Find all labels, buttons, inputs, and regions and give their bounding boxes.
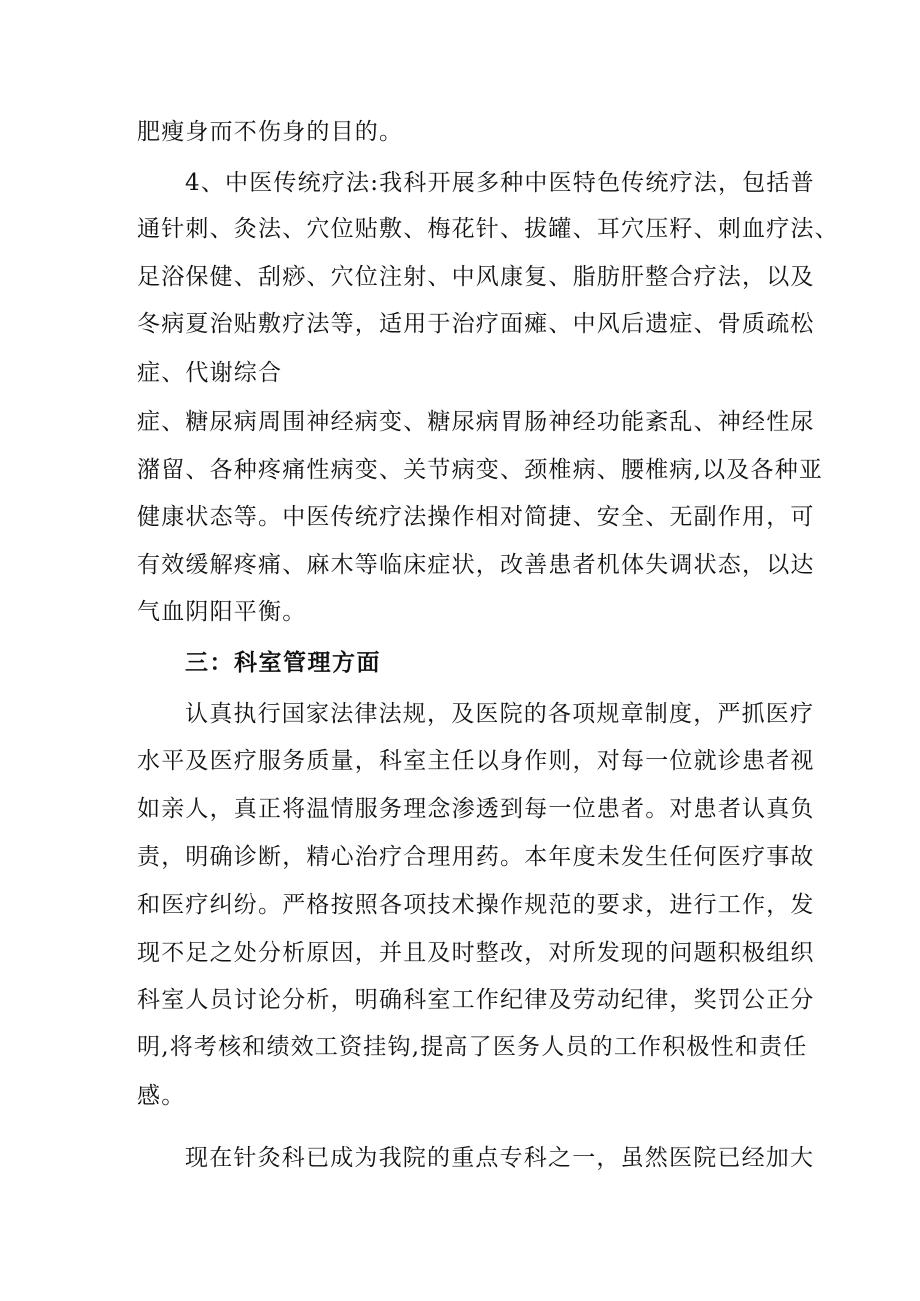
paragraph-line: 现不足之处分析原因，并且及时整改，对所发现的问题积极组织 (137, 940, 815, 966)
paragraph-line: 症、代谢综合 (137, 360, 283, 386)
paragraph-line: 健康状态等。中医传统疗法操作相对简捷、安全、无副作用，可 (137, 504, 815, 530)
paragraph-line: 责，明确诊断，精心治疗合理用药。本年度未发生任何医疗事故 (137, 844, 815, 870)
paragraph-line: 气血阴阳平衡。 (137, 599, 307, 625)
paragraph-line: 感。 (137, 1083, 186, 1109)
paragraph-line: 肥瘦身而不伤身的目的。 (137, 119, 404, 145)
paragraph-line: 症、糖尿病周围神经病变、糖尿病胃肠神经功能紊乱、神经性尿 (137, 409, 815, 435)
paragraph-line: 和医疗纠纷。严格按照各项技术操作规范的要求，进行工作，发 (137, 892, 815, 918)
paragraph-line: 科室人员讨论分析，明确科室工作纪律及劳动纪律，奖罚公正分 (137, 987, 815, 1013)
paragraph-line: 潴留、各种疼痛性病变、关节病变、颈椎病、腰椎病,以及各种亚 (137, 457, 824, 483)
section-heading: 三：科室管理方面 (185, 650, 381, 676)
paragraph-line: 明,将考核和绩效工资挂钩,提高了医务人员的工作积极性和责任 (137, 1034, 808, 1060)
paragraph-line: 通针刺、灸法、穴位贴敷、梅花针、拔罐、耳穴压籽、刺血疗法、 (137, 216, 839, 242)
paragraph-line: 水平及医疗服务质量，科室主任以身作则，对每一位就诊患者视 (137, 748, 815, 774)
paragraph-line: 足浴保健、刮痧、穴位注射、中风康复、脂肪肝整合疗法，以及 (137, 264, 815, 290)
paragraph-line: 冬病夏治贴敷疗法等，适用于治疗面瘫、中风后遗症、骨质疏松 (137, 311, 815, 337)
paragraph-line: 4、中医传统疗法:我科开展多种中医特色传统疗法，包括普 (185, 170, 815, 196)
paragraph-line: 有效缓解疼痛、麻木等临床症状，改善患者机体失调状态，以达 (137, 552, 815, 578)
paragraph-line: 现在针灸科已成为我院的重点专科之一，虽然医院已经加大 (185, 1145, 815, 1171)
paragraph-line: 如亲人，真正将温情服务理念渗透到每一位患者。对患者认真负 (137, 796, 815, 822)
paragraph-line: 认真执行国家法律法规，及医院的各项规章制度，严抓医疗 (185, 701, 815, 727)
